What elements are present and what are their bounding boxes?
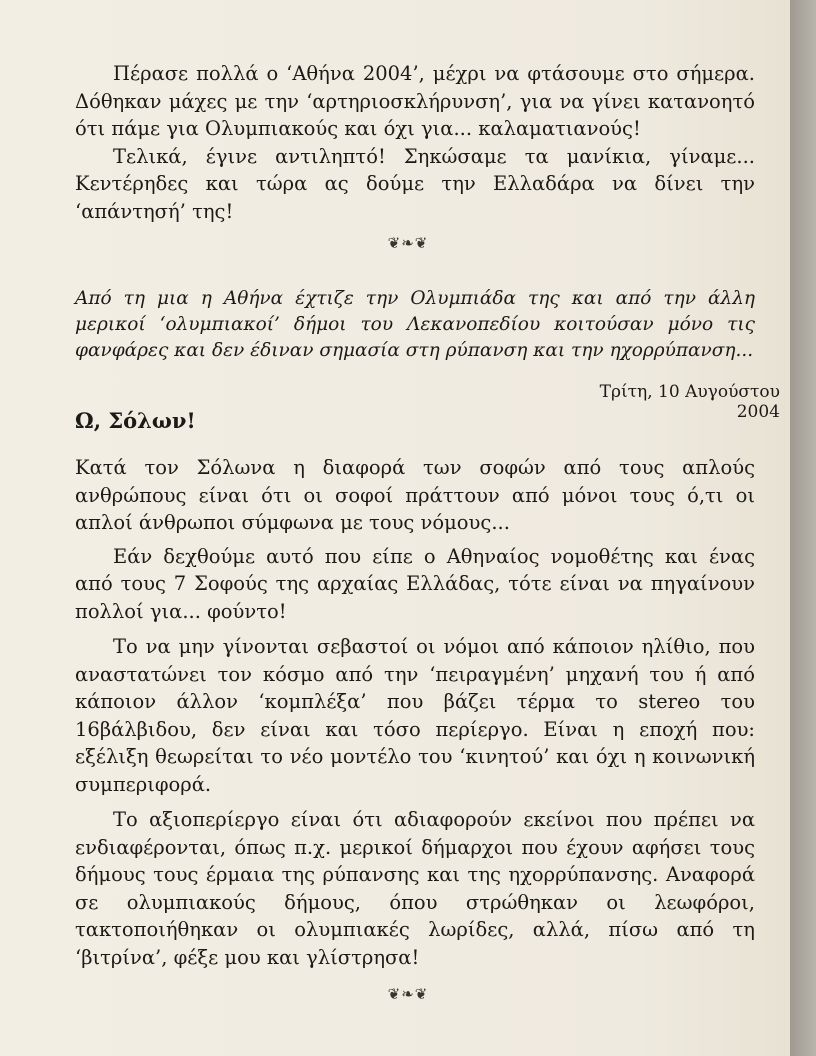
intro-paragraph-2: Τελικά, έγινε αντιληπτό! Σηκώσαμε τα μανίκια, γίναμε... Κεντέρηδες και τώρα ας δούμε την Ελλαδάρα να δίνει την ‘απάντησή’ της! (75, 144, 755, 223)
entry-date: Τρίτη, 10 Αυγούστου 2004 (599, 382, 780, 422)
page-edge-shadow (790, 0, 816, 1056)
ornament-divider-1: ❦❧❦ (387, 234, 429, 252)
epigraph-section (75, 286, 755, 364)
epigraph-text: Από τη μια η Αθήνα έχτιζε την Ολυμπιάδα της και από την άλλη μερικοί ‘ολυμπιακοί’ δήμοι του Λεκανοπεδίου κοιτούσαν μόνο τις φανφάρες και δεν έδιναν σημασία στη ρύπανση και την ηχορρύπανση... (75, 288, 755, 361)
section-heading: Ω, Σόλων! (75, 408, 196, 433)
body-paragraph-4: Το αξιοπερίεργο είναι ότι αδιαφορούν εκείνοι που πρέπει να ενδιαφέρονται, όπως π.χ. μερικοί δήμαρχοι που έχουν αφήσει τους δήμους τους έρμαια της ρύπανσης και της ηχορρύπανσης. Αναφορά σε ολυμπιακούς δήμους, όπου στρώθηκαν οι λεωφόροι, τακτοποιήθηκαν οι ολυμπιακές λωρίδες, αλλά, πίσω από τη ‘βιτρίνα’, φέξε μου και γλίστρησα! (75, 808, 755, 969)
body-paragraph-1: Κατά τον Σόλωνα η διαφορά των σοφών από τους απλούς ανθρώπους είναι ότι οι σοφοί πράττουν από μόνοι τους ό,τι οι απλοί άνθρωποι σύμφωνα με τους νόμους... (75, 456, 755, 534)
body-section (75, 454, 755, 971)
ornament-divider-2: ❦❧❦ (387, 985, 429, 1003)
body-paragraph-2: Εάν δεχθούμε αυτό που είπε ο Αθηναίος νομοθέτης και ένας από τους 7 Σοφούς της αρχαίας Ελλάδας, τότε είναι να πηγαίνουν πολλοί για... φούντο! (75, 544, 755, 623)
intro-section (75, 60, 755, 225)
intro-paragraph-1: Πέρασε πολλά ο ‘Αθήνα 2004’, μέχρι να φτάσουμε στο σήμερα. Δόθηκαν μάχες με την ‘αρτηριοσκλήρυνση’, για να γίνει κατανοητό ότι πάμε για Ολυμπιακούς και όχι για... καλαματιανούς! (75, 62, 755, 140)
body-paragraph-3: Το να μην γίνονται σεβαστοί οι νόμοι από κάποιον ηλίθιο, που αναστατώνει τον κόσμο από την ‘πειραγμένη’ μηχανή του ή από κάποιον άλλον ‘κομπλέξα’ που βάζει τέρμα το stereo του 16βάλβιδου, δεν είναι και τόσο περίεργο. Είναι η εποχή που: εξέλιξη θεωρείται το νέο μοντέλο του ‘κινητού’ και όχι η κοινωνική συμπεριφορά. (75, 635, 755, 796)
